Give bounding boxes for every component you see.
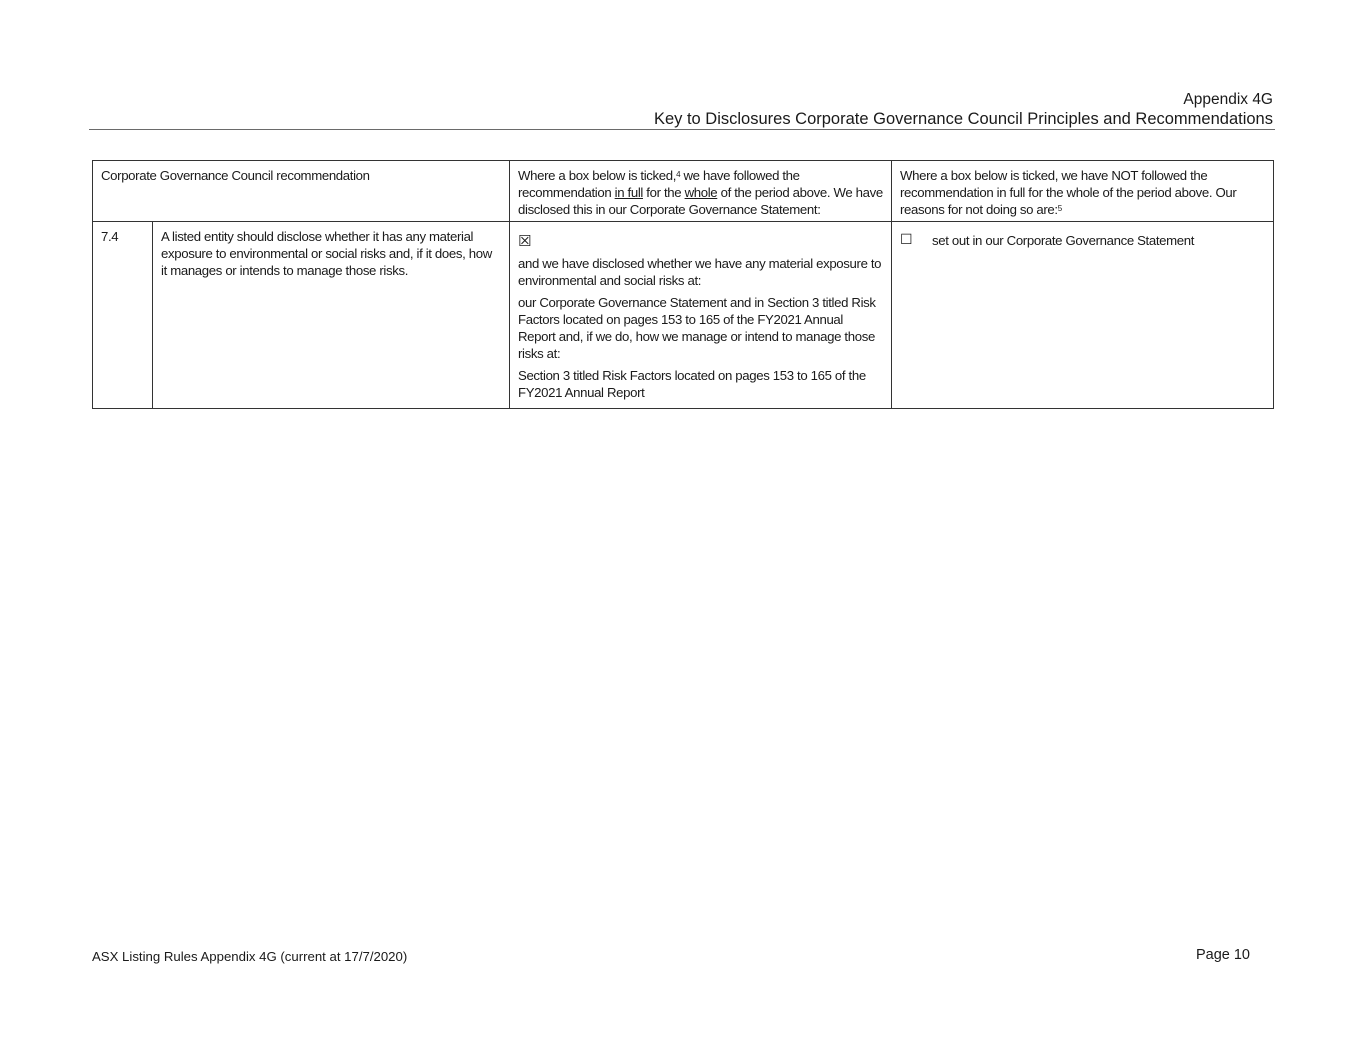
table-header-row [93, 161, 1274, 222]
footnote-ref-5: 5 [1057, 204, 1062, 213]
followed-cell [510, 222, 892, 409]
header-not-followed: Where a box below is ticked, we have NOT followed the recommendation in full for the whole of the period above. Our reasons for not doing so are:$^5$ [892, 161, 1274, 222]
header-recommendation [93, 161, 510, 222]
page-header [654, 91, 1273, 129]
appendix-label: Appendix 4G [1183, 91, 1273, 108]
followed-paragraph: and we have disclosed whether we have any material exposure to environmental and social risks at: [518, 256, 882, 288]
not-followed-label: set out in our Corporate Governance Statement [932, 233, 1195, 248]
unchecked-checkbox-icon[interactable]: ☐ [900, 232, 913, 248]
header-followed: Where a box below is ticked,$^4$ we have followed the recommendation in full for the whole of the period above. We have disclosed this in our Corporate Governance Statement: [510, 161, 892, 222]
header-divider [89, 129, 1275, 130]
footnote-ref-4: 4 [676, 170, 681, 179]
header-recommendation-text: Corporate Governance Council recommendation [101, 168, 370, 183]
governance-table [92, 160, 1274, 409]
footer-source: ASX Listing Rules Appendix 4G (current at 17/7/2020) [92, 949, 408, 964]
document-title: Key to Disclosures Corporate Governance Council Principles and Recommendations [653, 110, 1273, 128]
recommendation-number: 7.4 [93, 222, 153, 409]
not-followed-cell [892, 222, 1274, 409]
in-full-emphasis: in full [614, 185, 643, 200]
followed-paragraph: our Corporate Governance Statement and in Section 3 titled Risk Factors located on pages 153 to 165 of the FY2021 Annual Report and, if we do, how we manage or intend to manage those risks at: [518, 295, 876, 361]
recommendation-text: A listed entity should disclose whether it has any material exposure to environmental or social risks and, if it does, how it manages or intends to manage those risks. [161, 229, 492, 278]
table-row [93, 222, 1274, 409]
whole-emphasis: whole [684, 185, 718, 200]
page-number: Page 10 [1195, 947, 1250, 963]
checked-checkbox-icon[interactable]: ☒ [518, 232, 532, 250]
recommendation-text-cell [153, 222, 510, 409]
followed-paragraph: Section 3 titled Risk Factors located on pages 153 to 165 of the FY2021 Annual Report [518, 368, 866, 400]
